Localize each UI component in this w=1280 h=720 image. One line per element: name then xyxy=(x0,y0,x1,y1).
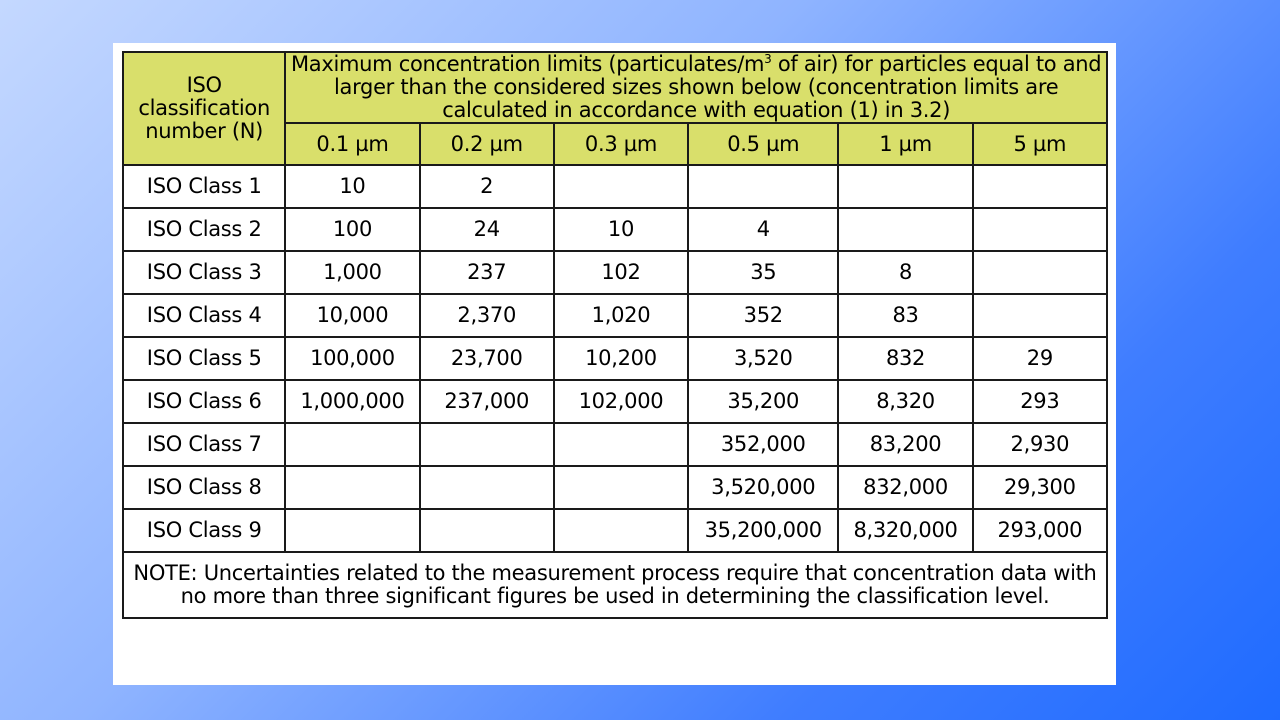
concentration-cell: 8,320 xyxy=(838,380,972,423)
concentration-cell: 29,300 xyxy=(973,466,1107,509)
concentration-cell xyxy=(420,466,554,509)
concentration-cell: 4 xyxy=(688,208,838,251)
particle-size-header: 5 µm xyxy=(973,123,1107,165)
table-row xyxy=(123,294,1107,337)
table-row xyxy=(123,509,1107,552)
concentration-cell: 2,370 xyxy=(420,294,554,337)
concentration-cell xyxy=(973,294,1107,337)
concentration-cell: 832,000 xyxy=(838,466,972,509)
concentration-cell: 237,000 xyxy=(420,380,554,423)
concentration-cell xyxy=(554,165,688,208)
concentration-cell xyxy=(285,423,419,466)
concentration-cell: 10 xyxy=(285,165,419,208)
particle-size-header: 0.3 µm xyxy=(554,123,688,165)
iso-class-label: ISO Class 3 xyxy=(123,251,285,294)
concentration-cell: 237 xyxy=(420,251,554,294)
concentration-cell: 10,000 xyxy=(285,294,419,337)
iso-header-line: number (N) xyxy=(145,119,264,144)
table-row xyxy=(123,380,1107,423)
iso-classification-table xyxy=(122,51,1108,619)
iso-class-label: ISO Class 7 xyxy=(123,423,285,466)
particle-size-header: 0.5 µm xyxy=(688,123,838,165)
iso-classification-header xyxy=(123,52,285,165)
iso-class-label: ISO Class 5 xyxy=(123,337,285,380)
concentration-cell: 8,320,000 xyxy=(838,509,972,552)
concentration-cell: 35,200 xyxy=(688,380,838,423)
iso-class-label: ISO Class 6 xyxy=(123,380,285,423)
concentration-cell: 352 xyxy=(688,294,838,337)
concentration-cell xyxy=(285,466,419,509)
concentration-cell: 23,700 xyxy=(420,337,554,380)
concentration-cell: 832 xyxy=(838,337,972,380)
max-header-text-rest: of air) for particles equal to and larger than the considered sizes shown below (concentration limits are calculated in accordance with equation (1) in 3.2) xyxy=(333,52,1102,123)
particle-size-header: 0.1 µm xyxy=(285,123,419,165)
particle-size-header: 1 µm xyxy=(838,123,972,165)
concentration-cell: 3,520,000 xyxy=(688,466,838,509)
concentration-cell: 1,020 xyxy=(554,294,688,337)
concentration-cell: 83,200 xyxy=(838,423,972,466)
concentration-cell xyxy=(420,423,554,466)
concentration-cell: 102,000 xyxy=(554,380,688,423)
iso-class-label: ISO Class 1 xyxy=(123,165,285,208)
table-row xyxy=(123,208,1107,251)
concentration-cell xyxy=(285,509,419,552)
concentration-cell: 102 xyxy=(554,251,688,294)
iso-class-label: ISO Class 4 xyxy=(123,294,285,337)
concentration-cell: 35 xyxy=(688,251,838,294)
concentration-cell: 293,000 xyxy=(973,509,1107,552)
table-row xyxy=(123,165,1107,208)
concentration-cell: 1,000 xyxy=(285,251,419,294)
concentration-cell: 3,520 xyxy=(688,337,838,380)
concentration-cell: 2 xyxy=(420,165,554,208)
concentration-cell: 35,200,000 xyxy=(688,509,838,552)
concentration-cell: 352,000 xyxy=(688,423,838,466)
iso-class-label: ISO Class 8 xyxy=(123,466,285,509)
concentration-cell xyxy=(688,165,838,208)
max-header-superscript: 3 xyxy=(764,52,772,66)
iso-header-line: classification xyxy=(138,96,270,121)
concentration-cell: 100 xyxy=(285,208,419,251)
concentration-cell: 8 xyxy=(838,251,972,294)
max-header-text: Maximum concentration limits (particulates/m xyxy=(290,52,765,76)
concentration-cell: 83 xyxy=(838,294,972,337)
concentration-cell: 2,930 xyxy=(973,423,1107,466)
table-note: NOTE: Uncertainties related to the measurement process require that concentration data with no more than three significant figures be used in determining the classification level. xyxy=(123,552,1107,618)
concentration-cell xyxy=(554,423,688,466)
concentration-cell xyxy=(973,251,1107,294)
iso-class-label: ISO Class 9 xyxy=(123,509,285,552)
concentration-cell xyxy=(838,208,972,251)
iso-header-line: ISO xyxy=(186,73,222,97)
concentration-cell xyxy=(554,509,688,552)
table-row xyxy=(123,423,1107,466)
concentration-cell: 293 xyxy=(973,380,1107,423)
concentration-cell: 100,000 xyxy=(285,337,419,380)
table-row xyxy=(123,466,1107,509)
table-row xyxy=(123,337,1107,380)
concentration-cell xyxy=(554,466,688,509)
concentration-cell: 10,200 xyxy=(554,337,688,380)
concentration-cell: 29 xyxy=(973,337,1107,380)
particle-size-header: 0.2 µm xyxy=(420,123,554,165)
table-row xyxy=(123,251,1107,294)
concentration-cell: 10 xyxy=(554,208,688,251)
concentration-cell xyxy=(973,165,1107,208)
concentration-cell xyxy=(838,165,972,208)
concentration-cell: 24 xyxy=(420,208,554,251)
max-concentration-header xyxy=(285,52,1107,123)
concentration-cell xyxy=(973,208,1107,251)
iso-class-label: ISO Class 2 xyxy=(123,208,285,251)
concentration-cell xyxy=(420,509,554,552)
concentration-cell: 1,000,000 xyxy=(285,380,419,423)
iso-table-card xyxy=(113,43,1116,685)
